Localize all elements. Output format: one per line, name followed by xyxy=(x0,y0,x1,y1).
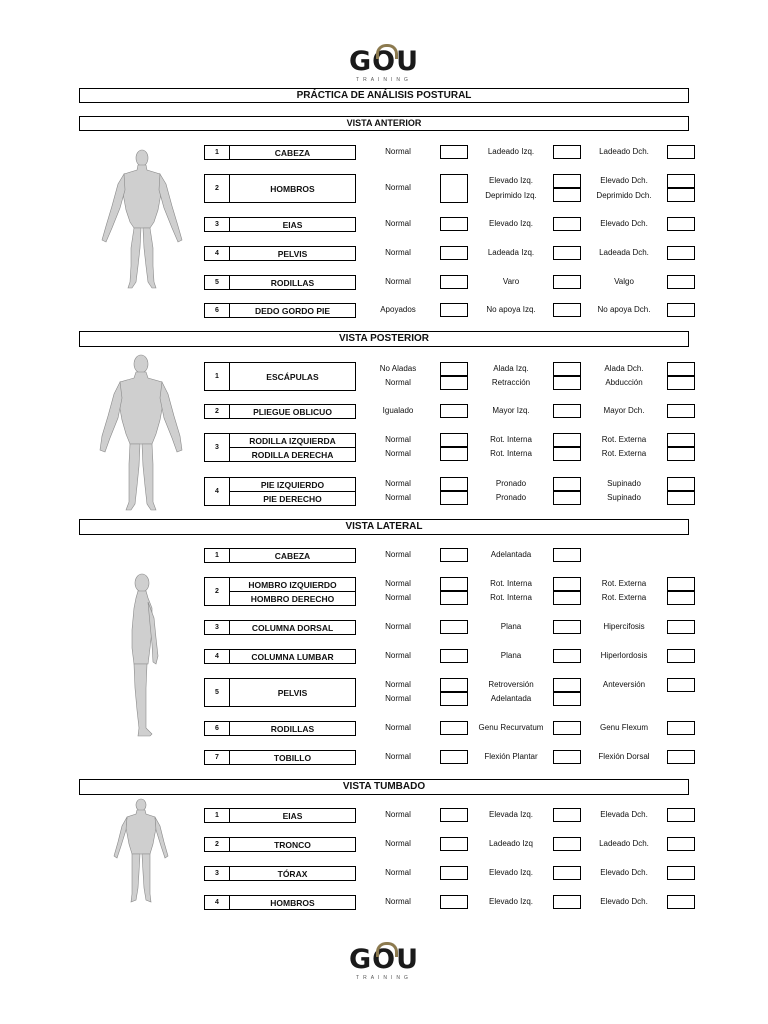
option-checkbox[interactable] xyxy=(440,750,468,764)
option-label: Ladeado Izq xyxy=(488,839,534,848)
option-checkbox[interactable] xyxy=(440,721,468,735)
row-label: EIAS xyxy=(229,217,356,232)
option-label: Rot. Interna xyxy=(490,579,532,588)
option-checkbox[interactable] xyxy=(667,721,695,735)
row-label: HOMBRO DERECHO xyxy=(229,591,356,606)
option-label: No apoya Dch. xyxy=(597,305,651,314)
row-label: RODILLAS xyxy=(229,275,356,290)
option-checkbox[interactable] xyxy=(667,246,695,260)
option-label: Ladeada Izq. xyxy=(487,248,535,257)
row-number: 6 xyxy=(204,721,230,736)
option-checkbox[interactable] xyxy=(667,837,695,851)
option-label: Elevado Izq. xyxy=(488,897,534,906)
option-checkbox[interactable] xyxy=(553,362,581,376)
section-lateral-title: VISTA LATERAL xyxy=(79,519,689,535)
row-label: CABEZA xyxy=(229,145,356,160)
row-label: COLUMNA LUMBAR xyxy=(229,649,356,664)
option-label: Genu Flexum xyxy=(599,723,649,732)
option-checkbox[interactable] xyxy=(440,303,468,317)
option-label: No Aladas xyxy=(379,364,417,373)
option-label: Mayor Izq. xyxy=(492,406,530,415)
option-checkbox[interactable] xyxy=(440,837,468,851)
option-checkbox[interactable] xyxy=(553,837,581,851)
option-label: Adelantada xyxy=(490,694,532,703)
tumbado-body-figure xyxy=(112,798,170,906)
option-label: Elevado Dch. xyxy=(600,897,648,906)
option-label: Rot. Externa xyxy=(601,435,647,444)
option-checkbox[interactable] xyxy=(667,477,695,491)
row-label: TRONCO xyxy=(229,837,356,852)
option-checkbox[interactable] xyxy=(553,808,581,822)
option-checkbox[interactable] xyxy=(553,477,581,491)
section-anterior-title: VISTA ANTERIOR xyxy=(79,116,689,131)
option-checkbox[interactable] xyxy=(667,750,695,764)
option-checkbox[interactable] xyxy=(667,174,695,188)
row-number: 2 xyxy=(204,577,230,606)
row-label: PELVIS xyxy=(229,678,356,707)
anterior-body-figure xyxy=(98,148,186,292)
row-number: 4 xyxy=(204,477,230,506)
option-checkbox[interactable] xyxy=(553,246,581,260)
row-label: EIAS xyxy=(229,808,356,823)
option-checkbox[interactable] xyxy=(440,433,468,447)
option-checkbox[interactable] xyxy=(553,678,581,692)
option-label: Normal xyxy=(385,579,411,588)
option-label: Normal xyxy=(385,810,411,819)
option-checkbox[interactable] xyxy=(440,447,468,461)
option-label: Normal xyxy=(385,449,411,458)
option-checkbox[interactable] xyxy=(440,404,468,418)
row-number: 3 xyxy=(204,866,230,881)
option-checkbox[interactable] xyxy=(667,145,695,159)
option-label: Alada Izq. xyxy=(493,364,529,373)
row-number: 4 xyxy=(204,895,230,910)
option-checkbox[interactable] xyxy=(667,866,695,880)
row-label: HOMBRO IZQUIERDO xyxy=(229,577,356,592)
option-checkbox[interactable] xyxy=(553,433,581,447)
option-label: Retroversión xyxy=(488,680,534,689)
row-label: ESCÁPULAS xyxy=(229,362,356,391)
option-checkbox[interactable] xyxy=(440,362,468,376)
option-checkbox[interactable] xyxy=(667,275,695,289)
option-checkbox[interactable] xyxy=(667,620,695,634)
row-number: 2 xyxy=(204,174,230,203)
option-label: Normal xyxy=(385,839,411,848)
option-label: Anteversión xyxy=(602,680,646,689)
row-label: PIE DERECHO xyxy=(229,491,356,506)
option-label: Apoyados xyxy=(380,305,416,314)
option-checkbox[interactable] xyxy=(667,376,695,390)
option-label: Retracción xyxy=(491,378,531,387)
row-label: PELVIS xyxy=(229,246,356,261)
option-checkbox[interactable] xyxy=(667,678,695,692)
option-label: Elevado Izq. xyxy=(488,219,534,228)
option-checkbox[interactable] xyxy=(440,275,468,289)
option-checkbox[interactable] xyxy=(440,692,468,706)
row-number: 2 xyxy=(204,837,230,852)
section-posterior-title: VISTA POSTERIOR xyxy=(79,331,689,347)
option-label: Rot. Externa xyxy=(601,593,647,602)
option-label: Adelantada xyxy=(490,550,532,559)
option-checkbox[interactable] xyxy=(440,174,468,203)
row-number: 5 xyxy=(204,275,230,290)
option-checkbox[interactable] xyxy=(667,303,695,317)
row-label: DEDO GORDO PIE xyxy=(229,303,356,318)
option-checkbox[interactable] xyxy=(440,491,468,505)
option-checkbox[interactable] xyxy=(440,246,468,260)
option-label: Elevado Izq. xyxy=(488,868,534,877)
row-number: 3 xyxy=(204,620,230,635)
option-label: Normal xyxy=(385,622,411,631)
option-label: Plana xyxy=(500,622,522,631)
option-label: Normal xyxy=(385,723,411,732)
option-checkbox[interactable] xyxy=(440,477,468,491)
option-checkbox[interactable] xyxy=(667,404,695,418)
option-label: Flexión Dorsal xyxy=(598,752,650,761)
option-label: Ladeado Dch. xyxy=(599,147,649,156)
option-checkbox[interactable] xyxy=(553,491,581,505)
option-label: Igualado xyxy=(382,406,414,415)
row-number: 4 xyxy=(204,649,230,664)
option-label: Elevado Dch. xyxy=(600,868,648,877)
option-label: Pronado xyxy=(495,493,527,502)
option-label: Rot. Interna xyxy=(490,449,532,458)
option-label: Deprimido Izq. xyxy=(485,191,537,200)
option-label: Rot. Interna xyxy=(490,593,532,602)
row-label: TÓRAX xyxy=(229,866,356,881)
option-label: Supinado xyxy=(607,479,641,488)
row-number: 3 xyxy=(204,217,230,232)
option-label: Abducción xyxy=(605,378,643,387)
lateral-body-figure xyxy=(120,572,162,740)
option-checkbox[interactable] xyxy=(440,217,468,231)
option-label: Mayor Dch. xyxy=(603,406,645,415)
option-checkbox[interactable] xyxy=(440,591,468,605)
option-label: Rot. Externa xyxy=(601,449,647,458)
option-label: Pronado xyxy=(495,479,527,488)
option-label: Normal xyxy=(385,435,411,444)
option-checkbox[interactable] xyxy=(553,866,581,880)
option-label: Elevado Dch. xyxy=(600,176,648,185)
section-tumbado-title: VISTA TUMBADO xyxy=(79,779,689,795)
option-label: Hipercifosis xyxy=(603,622,645,631)
posterior-body-figure xyxy=(98,354,184,514)
row-number: 1 xyxy=(204,808,230,823)
row-number: 4 xyxy=(204,246,230,261)
option-checkbox[interactable] xyxy=(667,577,695,591)
page-title: PRÁCTICA DE ANÁLISIS POSTURAL xyxy=(79,88,689,103)
row-label: CABEZA xyxy=(229,548,356,563)
option-label: Normal xyxy=(385,868,411,877)
option-checkbox[interactable] xyxy=(553,649,581,663)
option-label: Ladeado Dch. xyxy=(599,839,649,848)
option-label: Plana xyxy=(500,651,522,660)
option-checkbox[interactable] xyxy=(667,591,695,605)
option-label: Normal xyxy=(385,479,411,488)
option-label: Normal xyxy=(385,752,411,761)
option-label: Elevada Dch. xyxy=(600,810,648,819)
row-number: 1 xyxy=(204,548,230,563)
row-number: 3 xyxy=(204,433,230,462)
option-checkbox[interactable] xyxy=(440,678,468,692)
option-checkbox[interactable] xyxy=(667,217,695,231)
option-label: Rot. Interna xyxy=(490,435,532,444)
option-checkbox[interactable] xyxy=(440,145,468,159)
option-checkbox[interactable] xyxy=(440,808,468,822)
option-checkbox[interactable] xyxy=(553,217,581,231)
row-label: HOMBROS xyxy=(229,174,356,203)
option-checkbox[interactable] xyxy=(440,376,468,390)
option-checkbox[interactable] xyxy=(667,433,695,447)
option-checkbox[interactable] xyxy=(440,895,468,909)
row-label: HOMBROS xyxy=(229,895,356,910)
option-label: Deprimido Dch. xyxy=(596,191,652,200)
option-label: Elevada Izq. xyxy=(488,810,534,819)
option-label: Alada Dch. xyxy=(604,364,644,373)
option-label: Varo xyxy=(502,277,520,286)
row-number: 1 xyxy=(204,145,230,160)
row-number: 6 xyxy=(204,303,230,318)
logo-bottom: GOU TRAINING xyxy=(348,944,420,981)
row-number: 5 xyxy=(204,678,230,707)
option-label: No apoya Izq. xyxy=(486,305,536,314)
option-label: Normal xyxy=(385,219,411,228)
row-label: RODILLA IZQUIERDA xyxy=(229,433,356,448)
option-checkbox[interactable] xyxy=(667,188,695,202)
option-checkbox[interactable] xyxy=(553,303,581,317)
option-label: Normal xyxy=(385,550,411,559)
option-label: Supinado xyxy=(607,493,641,502)
option-label: Normal xyxy=(385,183,411,192)
row-label: COLUMNA DORSAL xyxy=(229,620,356,635)
option-checkbox[interactable] xyxy=(553,404,581,418)
option-checkbox[interactable] xyxy=(440,649,468,663)
option-checkbox[interactable] xyxy=(667,895,695,909)
option-label: Normal xyxy=(385,680,411,689)
option-label: Ladeada Dch. xyxy=(599,248,649,257)
option-checkbox[interactable] xyxy=(553,275,581,289)
option-checkbox[interactable] xyxy=(553,447,581,461)
option-checkbox[interactable] xyxy=(553,548,581,562)
option-checkbox[interactable] xyxy=(553,721,581,735)
option-checkbox[interactable] xyxy=(667,362,695,376)
option-label: Hiperlordosis xyxy=(600,651,648,660)
row-label: PLIEGUE OBLICUO xyxy=(229,404,356,419)
option-label: Rot. Externa xyxy=(601,579,647,588)
option-checkbox[interactable] xyxy=(553,145,581,159)
option-label: Normal xyxy=(385,378,411,387)
row-label: RODILLAS xyxy=(229,721,356,736)
option-checkbox[interactable] xyxy=(553,188,581,202)
row-number: 2 xyxy=(204,404,230,419)
option-label: Normal xyxy=(385,277,411,286)
option-checkbox[interactable] xyxy=(553,692,581,706)
option-checkbox[interactable] xyxy=(553,174,581,188)
option-checkbox[interactable] xyxy=(667,808,695,822)
option-checkbox[interactable] xyxy=(553,376,581,390)
option-label: Normal xyxy=(385,147,411,156)
option-checkbox[interactable] xyxy=(553,750,581,764)
option-label: Elevado Izq. xyxy=(488,176,534,185)
option-label: Normal xyxy=(385,897,411,906)
option-checkbox[interactable] xyxy=(440,866,468,880)
option-label: Ladeado Izq. xyxy=(487,147,535,156)
row-label: PIE IZQUIERDO xyxy=(229,477,356,492)
option-checkbox[interactable] xyxy=(553,591,581,605)
option-label: Normal xyxy=(385,651,411,660)
option-checkbox[interactable] xyxy=(667,649,695,663)
option-label: Genu Recurvatum xyxy=(478,723,544,732)
option-label: Elevado Dch. xyxy=(600,219,648,228)
option-label: Normal xyxy=(385,493,411,502)
logo-top: GOU TRAINING xyxy=(348,46,420,83)
row-label: TOBILLO xyxy=(229,750,356,765)
option-checkbox[interactable] xyxy=(553,577,581,591)
option-label: Flexión Plantar xyxy=(484,752,538,761)
option-label: Normal xyxy=(385,694,411,703)
option-checkbox[interactable] xyxy=(553,620,581,634)
option-checkbox[interactable] xyxy=(440,548,468,562)
option-checkbox[interactable] xyxy=(667,447,695,461)
option-checkbox[interactable] xyxy=(440,620,468,634)
row-number: 1 xyxy=(204,362,230,391)
option-label: Valgo xyxy=(614,277,634,286)
option-checkbox[interactable] xyxy=(440,577,468,591)
row-number: 7 xyxy=(204,750,230,765)
option-checkbox[interactable] xyxy=(667,491,695,505)
option-label: Normal xyxy=(385,593,411,602)
row-label: RODILLA DERECHA xyxy=(229,447,356,462)
option-checkbox[interactable] xyxy=(553,895,581,909)
option-label: Normal xyxy=(385,248,411,257)
